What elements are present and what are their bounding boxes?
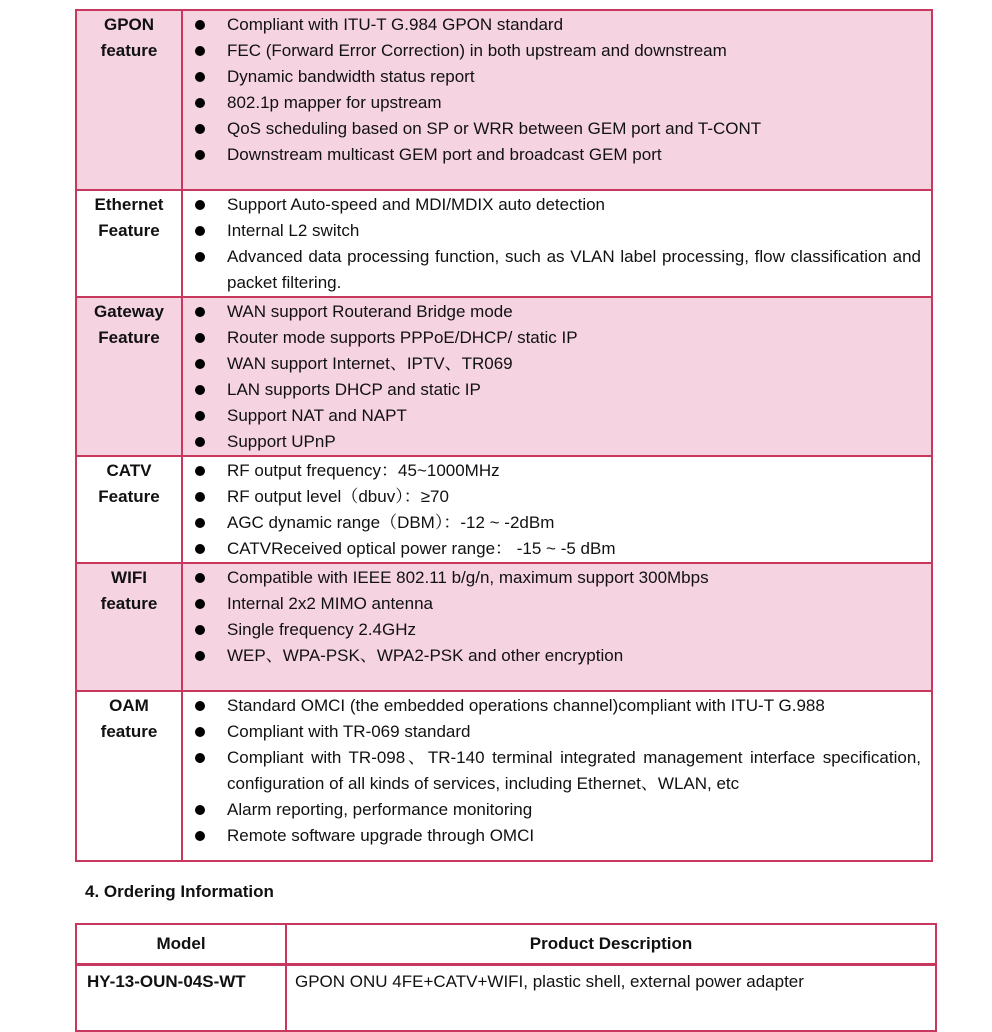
list-item xyxy=(193,377,921,403)
list-item xyxy=(193,484,921,510)
item-text: Single frequency 2.4GHz xyxy=(227,620,416,639)
item-text: Router mode supports PPPoE/DHCP/ static IP xyxy=(227,328,578,347)
feature-list xyxy=(193,299,921,455)
feature-items xyxy=(182,563,932,691)
list-item xyxy=(193,823,921,849)
item-text: WEP、WPA-PSK、WPA2-PSK and other encryption xyxy=(227,646,624,665)
item-text: Advanced data processing function, such as VLAN label processing, flow classification and packet filtering. xyxy=(227,247,921,292)
list-item xyxy=(193,351,921,377)
item-text: Internal L2 switch xyxy=(227,221,360,240)
ordering-heading: 4. Ordering Information xyxy=(85,882,274,901)
feature-row xyxy=(76,563,932,691)
list-item xyxy=(193,745,921,797)
bullet-icon xyxy=(195,252,205,262)
item-text: CATVReceived optical power range： -15 ~ -5 dBm xyxy=(227,539,616,558)
bullet-icon xyxy=(195,124,205,134)
bullet-icon xyxy=(195,333,205,343)
category-label: Ethernet xyxy=(94,195,164,214)
bullet-icon xyxy=(195,805,205,815)
item-text: Downstream multicast GEM port and broadcast GEM port xyxy=(227,145,662,164)
bullet-icon xyxy=(195,200,205,210)
item-text: Dynamic bandwidth status report xyxy=(227,67,475,86)
category-label: feature xyxy=(100,594,158,613)
item-text: Support NAT and NAPT xyxy=(227,406,407,425)
model-column-header: Model xyxy=(76,924,286,965)
bullet-icon xyxy=(195,544,205,554)
list-item xyxy=(193,244,921,296)
feature-items xyxy=(182,10,932,190)
list-item xyxy=(193,116,921,142)
item-text: WAN support Internet、IPTV、TR069 xyxy=(227,354,513,373)
feature-category xyxy=(76,190,182,297)
list-item xyxy=(193,299,921,325)
bullet-icon xyxy=(195,831,205,841)
bullet-icon xyxy=(195,20,205,30)
item-text: 802.1p mapper for upstream xyxy=(227,93,442,112)
item-text: AGC dynamic range（DBM）：-12 ~ -2dBm xyxy=(227,513,555,532)
category-label: CATV xyxy=(106,461,152,480)
item-text: Compliant with TR-098、TR-140 terminal integrated management interface specification, configuration of all kinds of services, including Ethernet、WLAN, etc xyxy=(227,748,921,793)
item-text: QoS scheduling based on SP or WRR between GEM port and T-CONT xyxy=(227,119,762,138)
item-text: Internal 2x2 MIMO antenna xyxy=(227,594,434,613)
bullet-icon xyxy=(195,599,205,609)
ordering-row xyxy=(76,965,936,1032)
feature-items xyxy=(182,456,932,563)
feature-row xyxy=(76,297,932,456)
category-label: WIFI xyxy=(111,568,147,587)
list-item xyxy=(193,325,921,351)
list-item xyxy=(193,693,921,719)
feature-row xyxy=(76,190,932,297)
item-text: FEC (Forward Error Correction) in both upstream and downstream xyxy=(227,41,727,60)
bullet-icon xyxy=(195,466,205,476)
item-text: Compatible with IEEE 802.11 b/g/n, maximum support 300Mbps xyxy=(227,568,709,587)
list-item xyxy=(193,565,921,591)
list-item xyxy=(193,458,921,484)
feature-list xyxy=(193,693,921,849)
feature-list xyxy=(193,12,921,168)
feature-items xyxy=(182,691,932,861)
list-item xyxy=(193,591,921,617)
list-item xyxy=(193,142,921,168)
bullet-icon xyxy=(195,150,205,160)
item-text: LAN supports DHCP and static IP xyxy=(227,380,481,399)
item-text: Compliant with ITU-T G.984 GPON standard xyxy=(227,15,564,34)
ordering-header-row xyxy=(76,924,936,965)
category-label: Feature xyxy=(98,221,160,240)
description-column-header: Product Description xyxy=(286,924,936,965)
bullet-icon xyxy=(195,98,205,108)
list-item xyxy=(193,64,921,90)
feature-items xyxy=(182,297,932,456)
feature-row xyxy=(76,10,932,190)
item-text: WAN support Routerand Bridge mode xyxy=(227,302,513,321)
bullet-icon xyxy=(195,492,205,502)
category-label: Feature xyxy=(98,487,160,506)
bullet-icon xyxy=(195,518,205,528)
feature-category xyxy=(76,563,182,691)
list-item xyxy=(193,192,921,218)
list-item xyxy=(193,38,921,64)
feature-list xyxy=(193,565,921,669)
category-label: OAM xyxy=(109,696,149,715)
feature-category xyxy=(76,297,182,456)
item-text: Standard OMCI (the embedded operations channel)compliant with ITU-T G.988 xyxy=(227,696,825,715)
bullet-icon xyxy=(195,651,205,661)
list-item xyxy=(193,12,921,38)
bullet-icon xyxy=(195,625,205,635)
feature-items xyxy=(182,190,932,297)
bullet-icon xyxy=(195,359,205,369)
item-text: Alarm reporting, performance monitoring xyxy=(227,800,533,819)
list-item xyxy=(193,510,921,536)
category-label: GPON xyxy=(103,15,155,34)
description-cell: GPON ONU 4FE+CATV+WIFI, plastic shell, external power adapter xyxy=(286,965,936,1032)
item-text: Support UPnP xyxy=(227,432,336,451)
bullet-icon xyxy=(195,573,205,583)
bullet-icon xyxy=(195,307,205,317)
bullet-icon xyxy=(195,753,205,763)
feature-row xyxy=(76,691,932,861)
item-text: RF output level（dbuv）：≥70 xyxy=(227,487,449,506)
bullet-icon xyxy=(195,226,205,236)
feature-list xyxy=(193,192,921,296)
item-text: RF output frequency：45~1000MHz xyxy=(227,461,500,480)
item-text: Remote software upgrade through OMCI xyxy=(227,826,535,845)
bullet-icon xyxy=(195,437,205,447)
list-item xyxy=(193,617,921,643)
category-label: feature xyxy=(100,41,158,60)
bullet-icon xyxy=(195,46,205,56)
bullet-icon xyxy=(195,727,205,737)
model-cell: HY-13-OUN-04S-WT xyxy=(76,965,286,1032)
feature-category xyxy=(76,456,182,563)
list-item xyxy=(193,218,921,244)
bullet-icon xyxy=(195,411,205,421)
item-text: Support Auto-speed and MDI/MDIX auto detection xyxy=(227,195,606,214)
list-item xyxy=(193,90,921,116)
list-item xyxy=(193,403,921,429)
feature-category xyxy=(76,10,182,190)
list-item xyxy=(193,429,921,455)
list-item xyxy=(193,536,921,562)
feature-list xyxy=(193,458,921,562)
feature-row xyxy=(76,456,932,563)
feature-category xyxy=(76,691,182,861)
ordering-table xyxy=(75,923,937,1032)
list-item xyxy=(193,643,921,669)
bullet-icon xyxy=(195,72,205,82)
bullet-icon xyxy=(195,385,205,395)
list-item xyxy=(193,719,921,745)
list-item xyxy=(193,797,921,823)
feature-table xyxy=(75,9,933,862)
category-label: feature xyxy=(100,722,158,741)
category-label: Feature xyxy=(98,328,160,347)
item-text: Compliant with TR-069 standard xyxy=(227,722,471,741)
category-label: Gateway xyxy=(94,302,164,321)
bullet-icon xyxy=(195,701,205,711)
